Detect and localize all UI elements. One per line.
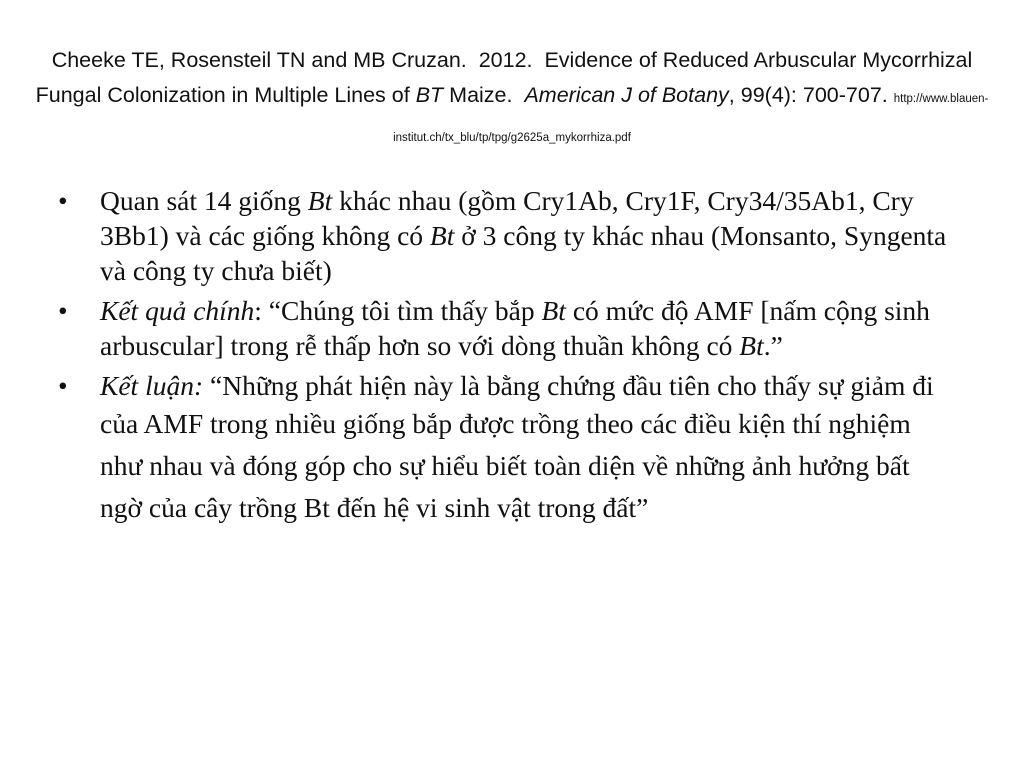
bullet-text: có mức độ AMF [nấm cộng sinh arbuscular] trong rễ thấp hơn so với dòng thuần không có <box>100 295 930 361</box>
bt-term: Bt <box>307 185 333 216</box>
bullet-list <box>58 183 958 534</box>
citation-header <box>20 43 1004 156</box>
bullet-text: .” <box>763 330 783 361</box>
bullet-text: ở 3 công ty khác nhau (Monsanto, Syngenta và công ty chưa biết) <box>100 220 947 286</box>
citation-title: Evidence of Reduced Arbuscular Mycorrhizal Fungal Colonization in Multiple Lines of <box>35 48 973 107</box>
main-result-label: Kết quả chính <box>100 295 255 326</box>
citation-authors: Cheeke TE, Rosensteil TN and MB Cruzan. <box>51 48 467 72</box>
citation-year: 2012. <box>478 48 533 72</box>
citation-url[interactable]: http://www.blauen-institut.ch/tx_blu/tp/tpg/g2625a_mykorrhiza.pdf <box>393 93 989 144</box>
bullet-glyph: • <box>58 295 68 326</box>
bullet-item-observation <box>58 183 958 288</box>
bullet-text: Quan sát 14 giống <box>100 185 301 216</box>
citation-volume: , 99(4): 700-707. <box>728 83 888 107</box>
bullet-text: “Những phát hiện này là bằng chứng đầu tiên cho thấy sự giảm đi của AMF trong nhiều giống bắp được trồng <box>100 370 934 439</box>
bullet-text: theo các điều kiện thí nghiệm như nhau và đóng góp cho sự hiểu biết toàn diện về những ảnh hưởng bất ngờ của cây trồng Bt đến hệ vi sinh vật trong đất” <box>100 408 911 523</box>
conclusion-label: Kết luận: <box>100 370 204 401</box>
bt-term: Bt <box>429 220 455 251</box>
bullet-text: khác nhau (gồm Cry1Ab, Cry1F, Cry34/35Ab1, Cry 3Bb1) và các giống không có <box>100 185 914 251</box>
citation-title-end: Maize. <box>449 83 513 107</box>
bt-term: Bt <box>541 295 566 326</box>
bullet-glyph: • <box>58 370 68 401</box>
bullet-item-main-result <box>58 293 958 363</box>
bullet-text: : “Chúng tôi tìm thấy bắp <box>254 295 535 326</box>
bullet-item-conclusion <box>58 368 958 529</box>
bullet-glyph: • <box>58 185 68 216</box>
citation-journal: American J of Botany <box>524 83 729 107</box>
bt-term: Bt <box>739 330 764 361</box>
citation-title-bt: BT <box>415 83 444 107</box>
